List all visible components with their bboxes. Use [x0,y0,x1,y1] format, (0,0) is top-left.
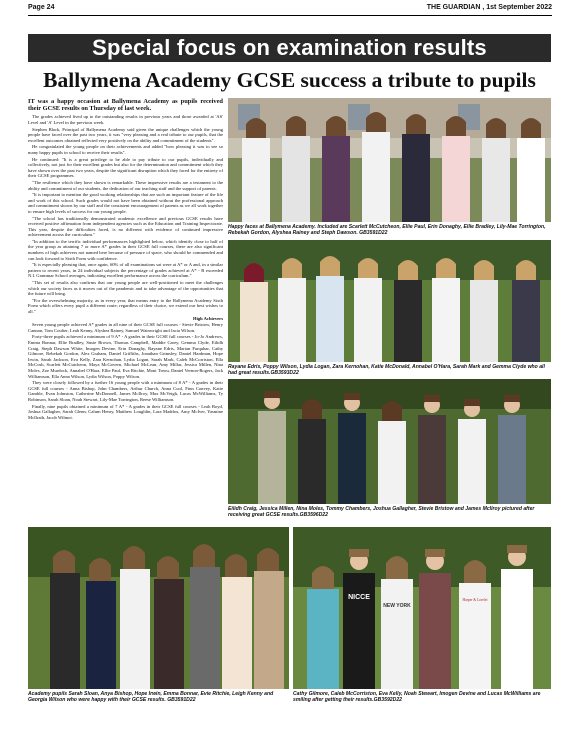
photo-caption-4: Academy pupils Sarah Sloan, Anya Bishop, Hope Irwin, Emma Bonnar, Evie Ritchie, Leigh Kenny and Georgia Wilson who were happy with their GCSE results. GB3591D22 [28,691,274,704]
article-paragraph: "It is especially pleasing that, once again, 60% of all examinations sat were at A* or A and, in a similar pattern to recent years, in 24 individual subjects the percentage of grades achieved at A* - B exceeded N.I. Grammar School averages, indicating excellent performance across the curriculum." [28,262,223,279]
group-photo-4 [28,527,289,689]
article-paragraph: "For the overwhelming majority, as in every year, that means entry to the Ballymena Academy Sixth Form which offers every pupil a different route; regardless of their choice, we extend our best wishes to all." [28,297,223,314]
article-paragraph: "In addition to the terrific individual performances highlighted below, which identify close to half of the year group as attaining 7 or more A* grades in their GCSE full courses, there are also significant numbers of high achievers not named here because of pressure of space, who should be commended and can look forward to Sixth Form with confidence. [28,238,223,261]
photo-caption-5: Cathy Gilmore, Caleb McCorriston, Eva Kelly, Noah Stewart, Imogen Devine and Lucas McWilliams are smiling after getting their results.GB3592D22 [293,691,541,704]
article-paragraph: He congratulated the young people on their achievements and added "how pleasing it was to see so many happy pupils in school to receive their results". [28,144,223,155]
article-body [28,98,223,521]
article-lede: IT was a happy occasion at Ballymena Academy as pupils received their GCSE results on Thursday of last week. [28,98,223,113]
shirt-print-newyork: NEW YORK [383,603,411,609]
article-subhead: High Achievers [193,315,223,321]
photo-caption-2: Rayane Edris, Poppy Wilson, Lydia Logan, Zara Kernohan, Katie McDonald, Annabel O'Hara, Sarah Mark and Gemma Clyde who all had great results.GB3593D22 [228,364,545,377]
shirt-print-nicce: NICCE [348,594,370,601]
photo-caption-3: Eilidh Craig, Jessica Millen, Nina Moles, Tommy Chambers, Joshua Gallagher, Stevie Bristow and James McIlroy pictured after receiving great GCSE results.GB3596D22 [228,506,535,519]
article-headline: Ballymena Academy GCSE success a tribute to pupils [43,68,536,92]
paper-name-date: THE GUARDIAN , 1st September 2022 [426,4,552,11]
article-paragraph: He continued: "It is a great privilege to be able to pay tribute to our pupils, individually and collectively, not just for their excellent grades but also for the determination and commitment which they have shown over the past two years, despite the significant disruption which they faced for the entirety of their GCSE programmes. [28,156,223,179]
article-paragraph: The grades achieved lived up to the outstanding results in previous years and those awarded at 'AS' Level and 'A' Level in the previous week. [28,114,223,125]
article-paragraph: "It is important to mention the good working relationships that are such an important feature of the life and work of this school. Such grades would not have been obtained without the professional approach and commitment shown by our staff and the consistent encouragement of parents as we all work together to ensure high levels of success for our young people. [28,192,223,214]
group-photo-2 [228,240,551,362]
group-photo-1 [228,98,551,222]
achievers-paragraph: Forty-three pupils achieved a minimum of 9 A* - A grades in their GCSE full courses - Jo-Jo Andrews, Emma Bonnar, Ellie Bradley, Susie Brown, Thomas Campbell, Maddie Carey, Gemma Clyde, Eilidh Craig, Steph Dawson White, Imogen Devine, Erin Donaghy, Rayane Edris, Marian Farquhar, Cathy Gilmore, Rebekah Gordon, Alex Graham, Daniel Griffiths, Jonathan Grimsley, Daniel Hardman, Hope Irwin, Sarah Jackson, Eva Kelly, Zara Kernohan, Lydia Logan, Sarah Mark, Caleb McCorriston, Ella McCosh, Scarlett McCutcheon, Maya McGovern, Michael McLean, Amy Millar, Jessica Millen, Nina Moles, Zoe Murdock, Annabel O'Hara, Ellie Paul, Eva Ritchie, Moni Treou, Daniel Vernon-Rogers, Jack Williamson, Ella Anna Wilson, Lydia Wilson, Poppy Wilson. [28,334,223,379]
section-banner: Special focus on examination results [28,34,551,62]
page-header [28,4,552,16]
article-paragraph: "The school has traditionally demonstrated academic excellence and previous GCSE results have received positive affirmation from independent agencies such as the Education and Training Inspectorate. This year, despite the difficulties faced, is no different with evidence of continued impressive achievement across the curriculum." [28,215,223,238]
group-photo-3 [228,379,551,504]
achievers-paragraph: Seven young people achieved A* grades in all nine of their GCSE full courses - Stevie Bristow, Henry Cannon, Tom Coulter, Leah Kenny, Alyshea Rainey, Samuel Wainwright and Jacia Wilson. [28,322,223,333]
page-number: Page 24 [28,4,55,11]
article-paragraph: Stephen Black, Principal of Ballymena Academy said given the unique challenges which the young people have faced over the past two years, it was "very pleasing and a real tribute to our pupils, that the excellent outcomes obtained reflected very positively on the ability and commitment of the students". [28,126,223,143]
shirt-print-sweater: Harper & Lorelei [462,598,488,602]
article-paragraph: "The resilience which they have shown is remarkable. These impressive results are a testament to the ability and commitment of our students, the dedication of our teaching staff and the support of parents. [28,179,223,191]
achievers-paragraph: They were closely followed by a further 16 young people with a minimum of 8 A* - A grades in their GCSE full courses - Anna Bishop, John Chambers, Arthur Church, Anna Cool, Finn Convey, Katie Gamble, Evan Johnston, Catherine McDonnell, James McIlroy, Max McVeigh, Lucas McWilliams, Ty Robinson, Sarah Sloan, Noah Stewart, Lily-Mae Torrington, Reese Williamson. [28,380,223,402]
achievers-paragraph: Finally, nine pupils obtained a minimum of 7 A* - A grades in their GCSE full courses - Leah Boyd, Joshua Gallagher, Sarah Glenn, Calum Henry, Matthew Loughlin, Lara Maddox, Amy McIver, Yasmine McIlrath, Jacob Wilmot. [28,403,223,420]
article-paragraph: "This set of results also confirms that our young people are well-positioned to meet the challenges which our society faces as it moves out of the pandemic and to take advantage of the opportunities that the future will bring. [28,280,223,297]
photo-caption-1: Happy faces at Ballymena Academy. Included are Scarlett McCutcheon, Ellie Paul, Erin Donaghy, Ellie Bradley, Lily-Mae Torrington, Rebekah Gordon, Alyshea Rainey and Steph Dawson. GB3591D22 [228,224,546,237]
group-photo-5 [293,527,551,689]
